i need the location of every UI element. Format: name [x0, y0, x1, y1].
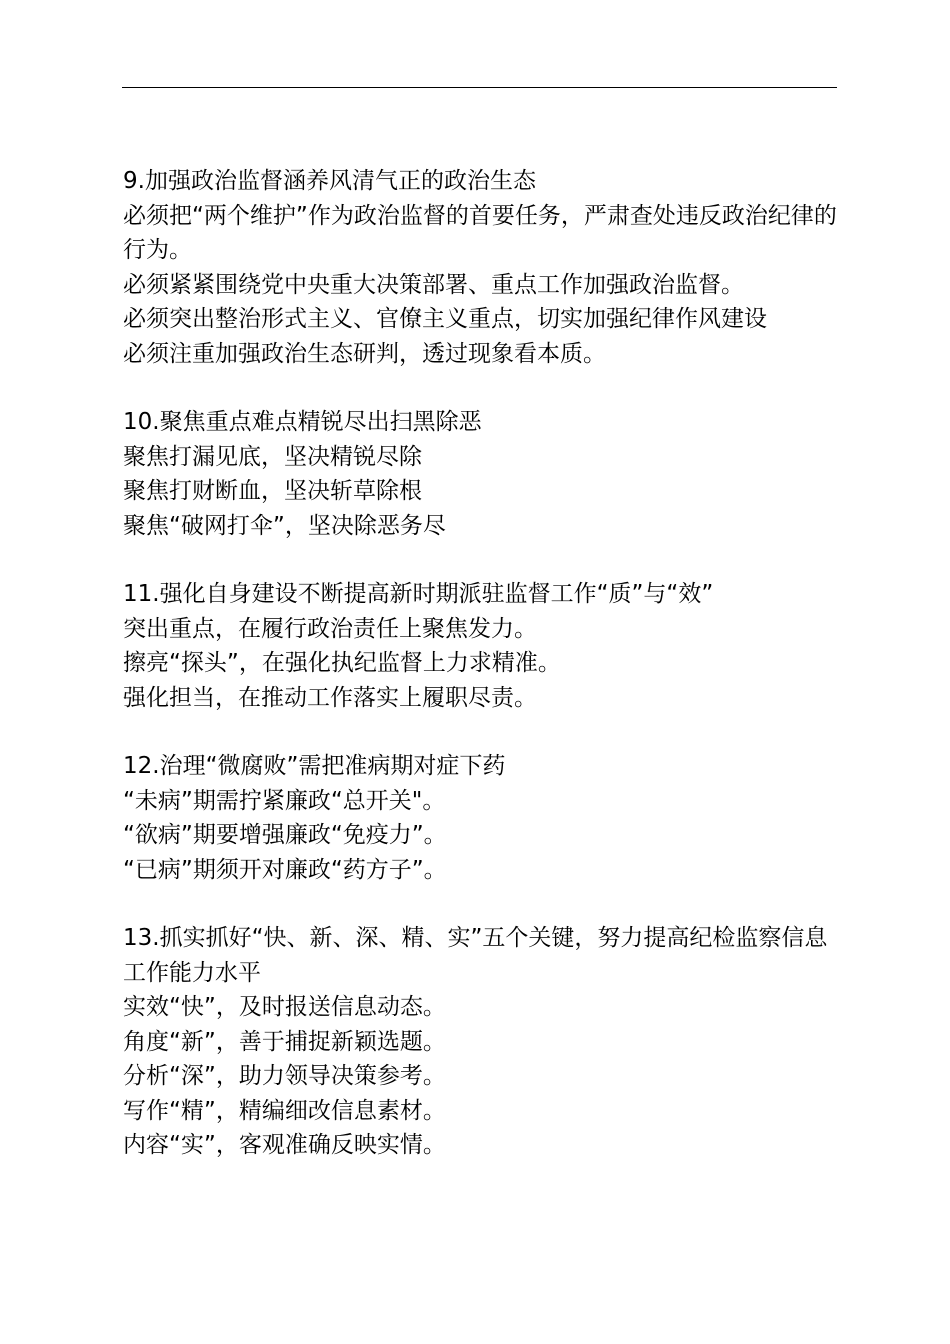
section-line: 必须突出整治形式主义、官僚主义重点，切实加强纪律作风建设 [123, 306, 767, 332]
header-rule [122, 87, 837, 88]
section-line: “已病”期须开对廉政“药方子”。 [123, 856, 447, 883]
section-line: “未病”期需拧紧廉政“总开关"。 [123, 787, 446, 814]
section-heading: 13.抓实抓好“快、新、深、精、实”五个关键，努力提高纪检监察信息工作能力水平 [123, 925, 828, 986]
section-line: 实效“快”，及时报送信息动态。 [123, 994, 446, 1020]
section-line: “欲病”期要增强廉政“免疫力”。 [123, 822, 447, 848]
section-heading: 11.强化自身建设不断提高新时期派驻监督工作“质”与“效” [123, 581, 714, 607]
section-heading: 12.治理“微腐败”需把准病期对症下药 [123, 753, 506, 779]
section-line: 必须紧紧围绕党中央重大决策部署、重点工作加强政治监督。 [123, 271, 744, 298]
section-12 [123, 749, 839, 887]
section-heading: 10.聚焦重点难点精锐尽出扫黑除恶 [123, 409, 482, 435]
section-10 [123, 405, 839, 543]
document-body [123, 164, 839, 1197]
section-line: 聚焦“破网打伞”，坚决除恶务尽 [123, 512, 446, 539]
section-line: 分析“深”，助力领导决策参考。 [123, 1063, 446, 1089]
section-line: 擦亮“探头”，在强化执纪监督上力求精准。 [123, 650, 561, 676]
section-line: 突出重点，在履行政治责任上聚焦发力。 [123, 615, 537, 642]
section-heading: 9.加强政治监督涵养风清气正的政治生态 [123, 168, 536, 194]
section-line: 写作“精”，精编细改信息素材。 [123, 1097, 446, 1124]
section-line: 必须把“两个维护”作为政治监督的首要任务，严肃查处违反政治纪律的行为。 [123, 202, 837, 263]
section-11 [123, 577, 839, 715]
section-line: 聚焦打漏见底，坚决精锐尽除 [123, 443, 422, 470]
section-13 [123, 921, 839, 1163]
section-9 [123, 164, 839, 371]
section-line: 必须注重加强政治生态研判，透过现象看本质。 [123, 340, 606, 367]
section-line: 强化担当，在推动工作落实上履职尽责。 [123, 684, 537, 711]
section-line: 聚焦打财断血，坚决斩草除根 [123, 478, 422, 504]
section-line: 内容“实”，客观准确反映实情。 [123, 1132, 446, 1158]
section-line: 角度“新”，善于捕捉新颖选题。 [123, 1028, 446, 1055]
